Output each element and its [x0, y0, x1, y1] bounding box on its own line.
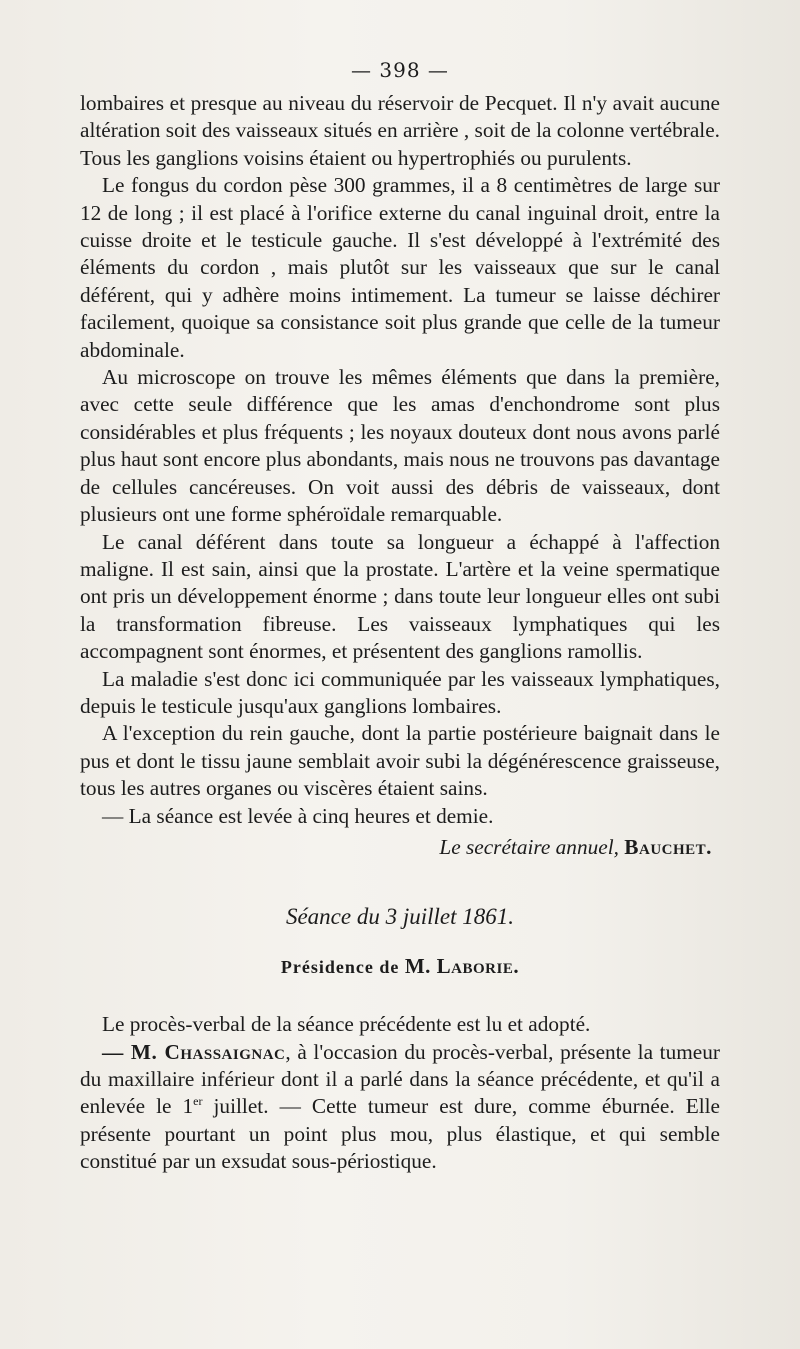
ordinal-suffix: er	[193, 1094, 203, 1109]
paragraph: La maladie s'est donc ici communiquée par les vaisseaux lymphatiques, depuis le testicule jusqu'aux ganglions lombaires.	[80, 666, 720, 718]
presidence-prefix: Présidence de	[280, 956, 400, 977]
signature-name: Bauchet.	[624, 834, 712, 859]
signature	[80, 834, 720, 861]
minutes-paragraph	[80, 1039, 720, 1176]
minutes-approval: Le procès-verbal de la séance précédente est lu et adopté.	[102, 1012, 591, 1037]
paragraph: A l'exception du rein gauche, dont la partie postérieure baignait dans le pus et dont le tissu jaune semblait avoir subi la dégénérescence graisseuse, tous les autres organes ou viscères étaient sains.	[80, 721, 720, 801]
presidence-line	[80, 953, 720, 981]
paragraph: Au microscope on trouve les mêmes éléments que dans la première, avec cette seule différence que les amas d'enchondrome sont plus considérables et plus fréquents ; les noyaux douteux dont nous avons parlé plus haut sont encore plus abondants, mais nous ne trouvons pas davantage de cellules cancéreuses. On voit aussi des débris de vaisseaux, dont plusieurs ont une forme sphéroïdale remarquable.	[80, 365, 720, 527]
paragraph: Le fongus du cordon pèse 300 grammes, il a 8 centimètres de large sur 12 de long ; il est placé à l'orifice externe du canal inguinal droit, entre la cuisse droite et le testicule gauche. Il s'est développé à l'extrémité des éléments du cordon , mais plutôt sur les vaisseaux que sur le canal déférent, qui y adhère moins intimement. La tumeur se laisse déchirer facilement, quoique sa consistance soit plus grande que celle de la tumeur abdominale.	[80, 173, 720, 362]
text-column	[80, 90, 720, 1176]
signature-role: Le secrétaire annuel,	[439, 834, 619, 859]
minutes-text-continued: juillet. — Cette tumeur est dure, comme éburnée. Elle présente pourtant un point plus mou, plus élastique, et qui semble constitué par un exsudat sous-périostique.	[80, 1094, 720, 1174]
paragraph: — La séance est levée à cinq heures et demie.	[102, 803, 494, 828]
session-heading: Séance du 3 juillet 1861.	[285, 904, 515, 930]
speaker-name: — M. Chassaignac	[102, 1039, 286, 1064]
page-number: — 398 —	[351, 58, 449, 82]
paragraph: lombaires et presque au niveau du réservoir de Pecquet. Il n'y avait aucune altération soit des vaisseaux situés en arrière , soit de la colonne vertébrale. Tous les ganglions voisins étaient ou hypertrophiés ou purulents.	[80, 91, 720, 170]
president-name: M. Laborie.	[404, 953, 520, 978]
paragraph: Le canal déférent dans toute sa longueur a échappé à l'affection maligne. Il est sain, ainsi que la prostate. L'artère et la veine spermatique ont pris un développement énorme ; dans toute leur longueur elles ont subi la transformation fibreuse. Les vaisseaux lymphatiques qui les accompagnent sont énormes, et présentent des ganglions ramollis.	[80, 529, 720, 664]
minutes-text: , à l'occasion du procès-verbal, présente la tumeur du maxillaire inférieur dont il a parlé dans la séance précédente, et qu'il a enlevée le 1	[80, 1039, 720, 1119]
